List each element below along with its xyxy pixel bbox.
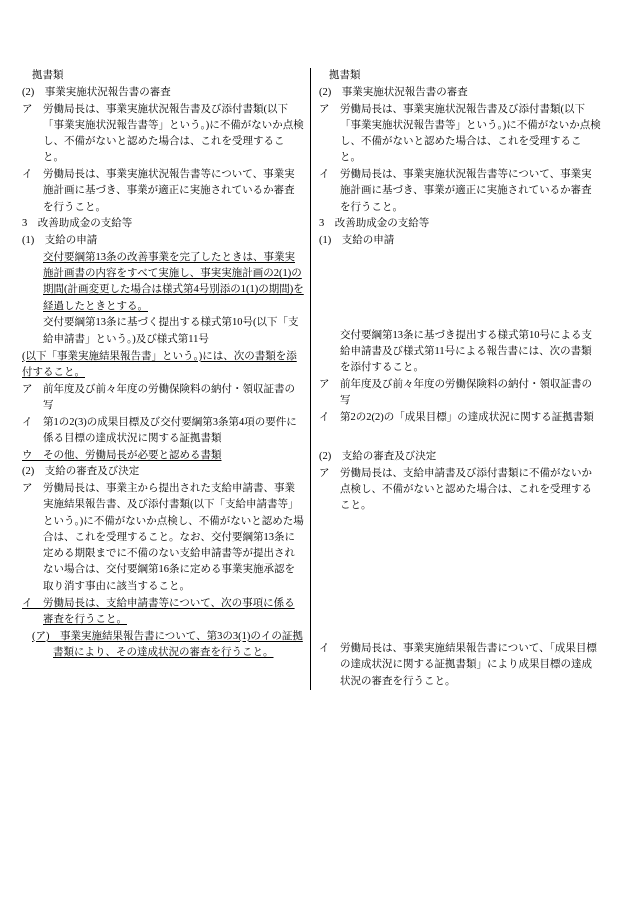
paragraph: (2) 支給の審査及び決定	[319, 451, 437, 463]
paragraph: ア 労働局長は、事業実施状況報告書及び添付書類(以下「事業実施状況報告書等」という。)に不備がないか点検し、不備がないと認めた場合は、これを受理すること。	[319, 103, 601, 164]
paragraph: イ 労働局長は、事業実施状況報告書等について、事業実施計画に基づき、事業が適正に実施されているか審査を行うこと。	[319, 169, 592, 213]
vertical-gap	[319, 601, 601, 641]
paragraph-underlined: イ 労働局長は、支給申請書等について、次の事項に係る審査を行うこと。	[22, 597, 295, 625]
vertical-gap	[319, 515, 601, 601]
paragraph: イ 第1の2(3)の成果目標及び交付要綱第3条第4項の要件に係る目標の達成状況に関する証拠書類	[22, 416, 297, 444]
paragraph: (1) 支給の申請	[22, 235, 98, 247]
vertical-gap	[319, 427, 601, 449]
paragraph: (2) 支給の審査及び決定	[22, 466, 140, 478]
paragraph: (2) 事業実施状況報告書の審査	[319, 86, 468, 98]
right-column	[310, 68, 607, 690]
paragraph: イ 労働局長は、事業実施結果報告書について、「成果目標の達成状況に関する証拠書類」により成果目標の達成状況の審査を行うこと。	[319, 643, 597, 687]
paragraph-underlined: (ア) 事業実施結果報告書について、第3の3(1)のイの証拠書類により、その達成状況の審査を行うこと。	[32, 630, 303, 658]
left-column	[14, 68, 311, 690]
paragraph: (1) 支給の申請	[319, 235, 395, 247]
paragraph: (2) 事業実施状況報告書の審査	[22, 86, 171, 98]
paragraph: ア 労働局長は、支給申請書及び添付書類に不備がないか点検し、不備がないと認めた場合は、これを受理すること。	[319, 467, 592, 512]
paragraph: ア 前年度及び前々年度の労働保険料の納付・領収証書の写	[319, 379, 592, 407]
paragraph: 交付要綱第13条に基づき提出する様式第10号による支給申請書及び様式第11号による報告書には、次の書類を添付すること。	[340, 329, 592, 374]
paragraph-underlined: ウ その他、労働局長が必要と認める書類	[22, 449, 222, 461]
paragraph: ア 労働局長は、事業主から提出された支給申請書、事業実施結果報告書、及び添付書類(以下「支給申請書等」という。)に不備がないか点検し、不備がないと認めた場合は、これを受理すること。なお、交付要綱第13条に定める期限までに不備のない支給申請書等が提出されない場合は、交付要綱第16条に定める事業実施承認を取り消す事由に該当すること。	[22, 483, 304, 592]
paragraph-underlined: (以下「事業実施結果報告書」という。)には、次の書類を添付すること。	[22, 350, 297, 378]
paragraph: 3 改善助成金の支給等	[22, 218, 133, 230]
paragraph: 3 改善助成金の支給等	[319, 218, 430, 230]
paragraph: ア 前年度及び前々年度の労働保険料の納付・領収証書の写	[22, 383, 295, 411]
paragraph-underlined: 交付要綱第13条の改善事業を完了したときは、事業実施計画書の内容をすべて実施し、事実実施計画の2(1)の期間(計画変更した場合は様式第4号別添の1(1)の期間)を経過したときとする。	[43, 251, 304, 312]
paragraph: 拠書類	[329, 70, 361, 81]
paragraph: 交付要綱第13条に基づく提出する様式第10号(以下「支給申請書」という。)及び様式第11号	[43, 317, 299, 345]
paragraph: イ 労働局長は、事業実施状況報告書等について、事業実施計画に基づき、事業が適正に実施されているか審査を行うこと。	[22, 169, 295, 213]
paragraph: ア 労働局長は、事業実施状況報告書及び添付書類(以下「事業実施状況報告書等」という。)に不備がないか点検し、不備がないと認めた場合は、これを受理すること。	[22, 103, 304, 164]
paragraph: イ 第2の2(2)の「成果目標」の達成状況に関する証拠書類	[319, 412, 594, 424]
vertical-gap	[319, 250, 601, 328]
paragraph: 拠書類	[32, 70, 64, 81]
two-column-body	[14, 68, 616, 690]
